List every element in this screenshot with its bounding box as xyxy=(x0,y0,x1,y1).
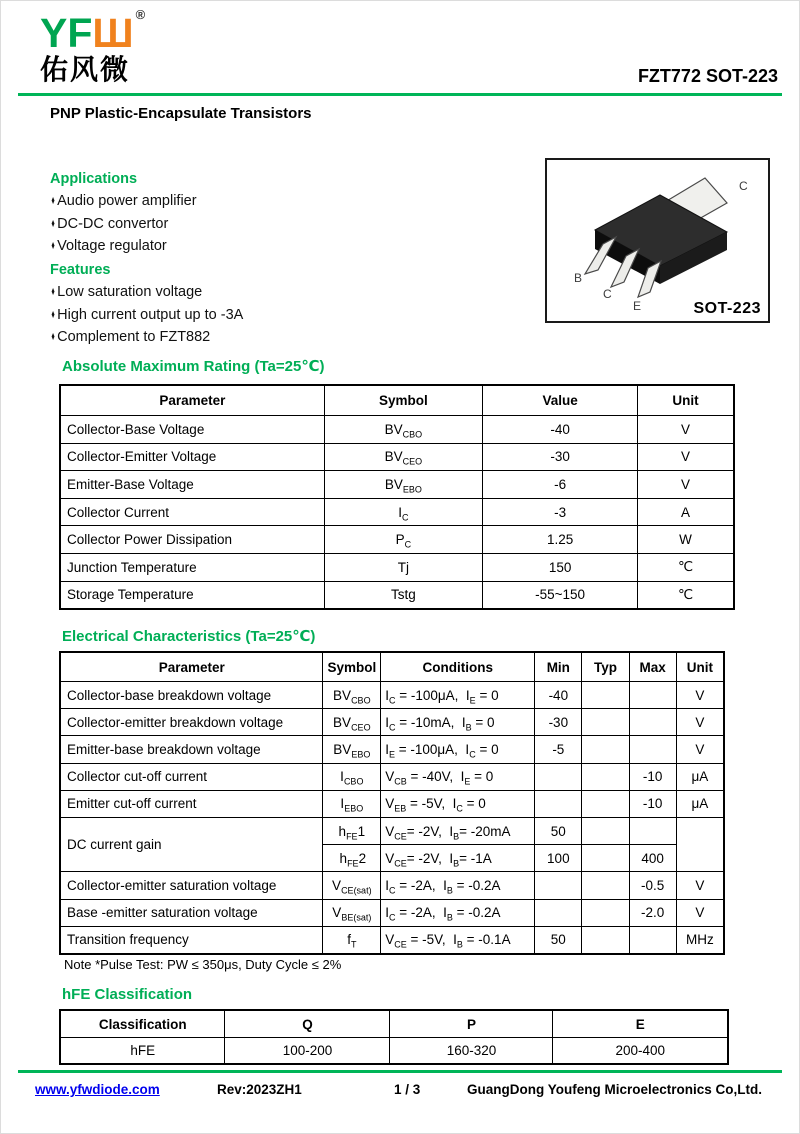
table-cell: Collector-Emitter Voltage xyxy=(60,443,324,471)
package-name-label: SOT-223 xyxy=(693,300,761,317)
pin-label-c: C xyxy=(603,287,612,301)
table-cell: -40 xyxy=(483,416,638,444)
table-cell xyxy=(535,872,582,899)
table-cell: $V_{CE}= -2V$, $I_B= -1A$ xyxy=(381,845,535,872)
table-cell: -3 xyxy=(483,498,638,526)
table-cell: -40 xyxy=(535,682,582,709)
pin-label-tab-c: C xyxy=(739,179,748,193)
list-item xyxy=(50,304,243,327)
table-cell: 50 xyxy=(535,817,582,844)
pin-label-e: E xyxy=(633,299,642,313)
table-cell xyxy=(582,682,629,709)
table-header-cell: Unit xyxy=(638,385,734,416)
table-row xyxy=(60,553,734,581)
table-cell: $V_{BE(sat)}$ xyxy=(323,899,381,926)
table-row xyxy=(60,471,734,499)
logo-wordmark xyxy=(40,8,145,54)
table-cell xyxy=(535,790,582,817)
table-cell: 200-400 xyxy=(553,1038,728,1065)
table-cell xyxy=(629,736,676,763)
table-cell: Junction Temperature xyxy=(60,553,324,581)
table-cell: hFE xyxy=(60,1038,225,1065)
table-cell xyxy=(582,709,629,736)
package-drawing xyxy=(545,158,770,323)
table-header-cell: Value xyxy=(483,385,638,416)
website-link[interactable]: www.yfwdiode.com xyxy=(35,1082,160,1097)
table-header-row xyxy=(60,1010,728,1038)
table-cell: $V_{CE} = -5V$, $I_B = -0.1A$ xyxy=(381,926,535,954)
table-cell: V xyxy=(676,899,724,926)
features-section xyxy=(50,262,243,349)
bullet-icon: ♦ xyxy=(51,284,55,298)
table-cell: V xyxy=(638,443,734,471)
table-row xyxy=(60,416,734,444)
table-header-cell: Typ xyxy=(582,652,629,682)
table-cell xyxy=(582,763,629,790)
table-header-cell: Conditions xyxy=(381,652,535,682)
table-header-cell: Parameter xyxy=(60,652,323,682)
table-cell: $I_{CBO}$ xyxy=(323,763,381,790)
table-row xyxy=(60,526,734,554)
table-cell xyxy=(535,899,582,926)
table-cell: $BV_{CEO}$ xyxy=(323,709,381,736)
table-cell: $I_C = -10mA$, $I_B = 0$ xyxy=(381,709,535,736)
table-cell: V xyxy=(676,736,724,763)
table-cell: Collector cut-off current xyxy=(60,763,323,790)
table-cell: $BV_{CBO}$ xyxy=(324,416,482,444)
company-name: GuangDong Youfeng Microelectronics Co,Ltd. xyxy=(467,1082,763,1097)
list-item-label: Voltage regulator xyxy=(57,238,167,254)
table-header-cell: Min xyxy=(535,652,582,682)
applications-section xyxy=(50,171,197,258)
table-cell: Tj xyxy=(324,553,482,581)
table-row xyxy=(60,1038,728,1065)
features-heading: Features xyxy=(50,262,111,278)
table-cell xyxy=(582,817,629,844)
applications-heading: Applications xyxy=(50,171,138,187)
table-cell: $I_E = -100\mu A$, $I_C = 0$ xyxy=(381,736,535,763)
table-cell: DC current gain xyxy=(60,817,323,871)
table-cell: -10 xyxy=(629,763,676,790)
table-cell: $BV_{CBO}$ xyxy=(323,682,381,709)
sot223-illustration xyxy=(547,160,764,317)
table-header-cell: Symbol xyxy=(323,652,381,682)
table-cell xyxy=(676,817,724,871)
table-row xyxy=(60,709,724,736)
page-number: 1 / 3 xyxy=(394,1082,421,1097)
bullet-icon: ♦ xyxy=(51,238,55,252)
page-subtitle: PNP Plastic-Encapsulate Transistors xyxy=(50,105,312,122)
table-cell: -5 xyxy=(535,736,582,763)
table-cell: $BV_{EBO}$ xyxy=(324,471,482,499)
table-cell xyxy=(535,763,582,790)
table-cell: V xyxy=(638,471,734,499)
list-item xyxy=(50,190,197,213)
list-item-label: Audio power amplifier xyxy=(57,193,197,209)
table-header-row xyxy=(60,385,734,416)
table-cell: Collector-Base Voltage xyxy=(60,416,324,444)
table-header-cell: Parameter xyxy=(60,385,324,416)
table-cell: $V_{CB} = -40V$, $I_E = 0$ xyxy=(381,763,535,790)
table-cell: $f_T$ xyxy=(323,926,381,954)
table-cell: 50 xyxy=(535,926,582,954)
list-item-label: High current output up to -3A xyxy=(57,306,244,323)
table-row xyxy=(60,872,724,899)
table-cell xyxy=(582,845,629,872)
page-footer xyxy=(0,1082,800,1106)
table-cell: 1.25 xyxy=(483,526,638,554)
table-cell: Emitter cut-off current xyxy=(60,790,323,817)
table-header-cell: Max xyxy=(629,652,676,682)
list-item-label: Low saturation voltage xyxy=(57,284,203,300)
bullet-icon: ♦ xyxy=(51,306,55,321)
table-cell: Base -emitter saturation voltage xyxy=(60,899,323,926)
table-cell: 400 xyxy=(629,845,676,872)
table-cell: $I_{EBO}$ xyxy=(323,790,381,817)
table-cell: -30 xyxy=(483,443,638,471)
table-cell: Collector-base breakdown voltage xyxy=(60,682,323,709)
table-cell: ℃ xyxy=(638,581,734,609)
table-cell xyxy=(582,926,629,954)
hfe-classification-table xyxy=(59,1009,729,1065)
table-cell: Collector Power Dissipation xyxy=(60,526,324,554)
table-cell: -0.5 xyxy=(629,872,676,899)
table-cell: V xyxy=(676,709,724,736)
table-cell xyxy=(582,899,629,926)
table-cell xyxy=(582,736,629,763)
abs-max-table xyxy=(59,384,735,610)
table-cell: MHz xyxy=(676,926,724,954)
abs-max-heading: Absolute Maximum Rating (Ta=25℃) xyxy=(62,358,325,375)
elec-char-table xyxy=(59,651,725,955)
elec-char-heading: Electrical Characteristics (Ta=25℃) xyxy=(62,628,316,645)
table-cell: Storage Temperature xyxy=(60,581,324,609)
list-item-label: Complement to FZT882 xyxy=(57,329,211,345)
table-cell: V xyxy=(676,872,724,899)
table-cell xyxy=(629,926,676,954)
table-cell: -55~150 xyxy=(483,581,638,609)
table-cell: -2.0 xyxy=(629,899,676,926)
table-header-row xyxy=(60,652,724,682)
header-divider xyxy=(18,93,782,96)
table-cell: Collector Current xyxy=(60,498,324,526)
list-item xyxy=(50,281,243,304)
table-row xyxy=(60,763,724,790)
table-cell: $V_{CE}= -2V$, $I_B= -20mA$ xyxy=(381,817,535,844)
table-cell: $I_C = -2A$, $I_B = -0.2A$ xyxy=(381,872,535,899)
table-row xyxy=(60,790,724,817)
table-row xyxy=(60,498,734,526)
table-cell: 150 xyxy=(483,553,638,581)
table-cell: Collector-emitter breakdown voltage xyxy=(60,709,323,736)
list-item-label: DC-DC convertor xyxy=(57,215,169,232)
table-cell: Transition frequency xyxy=(60,926,323,954)
table-cell: μA xyxy=(676,763,724,790)
table-cell: $h_{FE}2$ xyxy=(323,845,381,872)
table-cell xyxy=(582,790,629,817)
table-cell: $V_{EB} = -5V$, $I_C = 0$ xyxy=(381,790,535,817)
table-cell: $V_{CE(sat)}$ xyxy=(323,872,381,899)
table-cell: -10 xyxy=(629,790,676,817)
table-cell: 100 xyxy=(535,845,582,872)
table-cell xyxy=(629,817,676,844)
hfe-classification-heading: hFE Classification xyxy=(62,986,193,1003)
table-cell: μA xyxy=(676,790,724,817)
list-item xyxy=(50,235,197,258)
table-cell: V xyxy=(676,682,724,709)
table-cell: ℃ xyxy=(638,553,734,581)
pulse-test-note: Note *Pulse Test: PW ≤ 350μs, Duty Cycle ≤ 2% xyxy=(64,957,342,972)
table-row xyxy=(60,581,734,609)
table-cell: $I_C = -100\mu A$, $I_E = 0$ xyxy=(381,682,535,709)
table-cell xyxy=(629,682,676,709)
revision-label: Rev:2023ZH1 xyxy=(217,1082,302,1097)
table-cell: $BV_{CEO}$ xyxy=(324,443,482,471)
table-cell: Emitter-Base Voltage xyxy=(60,471,324,499)
bullet-icon: ♦ xyxy=(51,215,55,230)
logo-yf-text: YF xyxy=(40,10,93,56)
table-row xyxy=(60,899,724,926)
list-item xyxy=(50,213,197,236)
table-header-cell: Unit xyxy=(676,652,724,682)
table-cell xyxy=(629,709,676,736)
footer-divider xyxy=(18,1070,782,1073)
table-row xyxy=(60,443,734,471)
logo-w-mark: Ш xyxy=(92,10,134,56)
table-cell: -6 xyxy=(483,471,638,499)
table-cell: Collector-emitter saturation voltage xyxy=(60,872,323,899)
table-cell: W xyxy=(638,526,734,554)
bullet-icon: ♦ xyxy=(51,329,55,343)
table-cell: V xyxy=(638,416,734,444)
table-cell: Tstg xyxy=(324,581,482,609)
table-cell: 160-320 xyxy=(390,1038,553,1065)
table-cell: -30 xyxy=(535,709,582,736)
table-cell: $I_C$ xyxy=(324,498,482,526)
table-header-cell: Symbol xyxy=(324,385,482,416)
applications-list xyxy=(50,190,197,258)
company-logo xyxy=(40,8,145,84)
table-cell: $I_C = -2A$, $I_B = -0.2A$ xyxy=(381,899,535,926)
pin-label-b: B xyxy=(574,271,583,285)
table-header-cell: P xyxy=(390,1010,553,1038)
table-row xyxy=(60,926,724,954)
bullet-icon: ♦ xyxy=(51,193,55,207)
table-header-cell: Classification xyxy=(60,1010,225,1038)
part-number-title: FZT772 SOT-223 xyxy=(637,66,778,86)
table-cell: Emitter-base breakdown voltage xyxy=(60,736,323,763)
registered-trademark-icon: ® xyxy=(135,7,146,22)
list-item xyxy=(50,326,243,349)
table-row xyxy=(60,736,724,763)
table-cell: $BV_{EBO}$ xyxy=(323,736,381,763)
features-list xyxy=(50,281,243,349)
table-cell xyxy=(582,872,629,899)
table-header-cell: Q xyxy=(225,1010,390,1038)
table-cell: $h_{FE}1$ xyxy=(323,817,381,844)
table-cell: A xyxy=(638,498,734,526)
table-row xyxy=(60,682,724,709)
table-cell: 100-200 xyxy=(225,1038,390,1065)
table-row xyxy=(60,817,724,844)
table-header-cell: E xyxy=(553,1010,728,1038)
table-cell: $P_C$ xyxy=(324,526,482,554)
logo-chinese-name: 佑风微 xyxy=(40,54,131,85)
